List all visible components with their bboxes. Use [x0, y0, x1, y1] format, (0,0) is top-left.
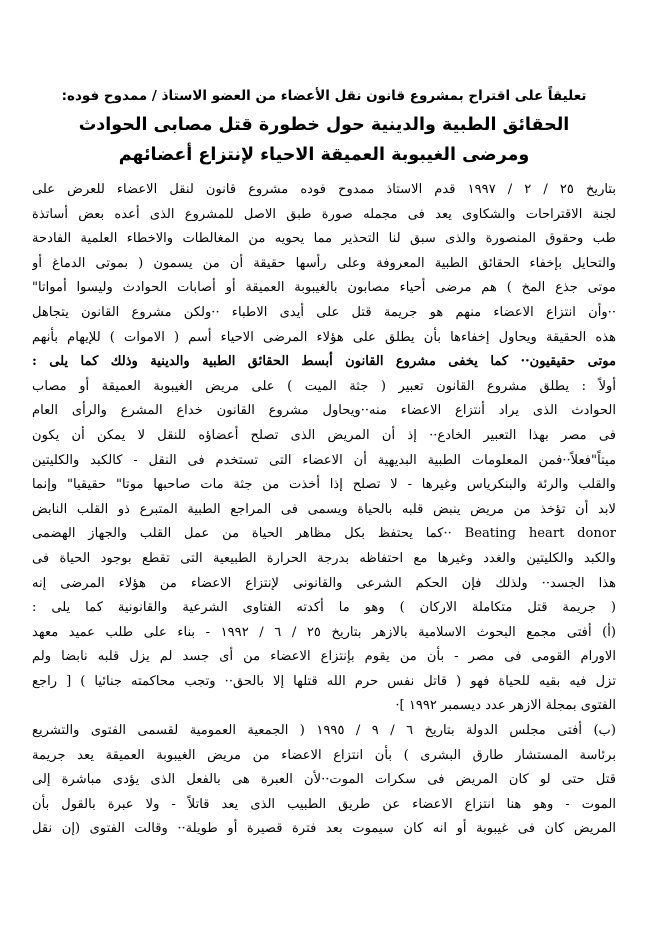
body-line: طب وحقوق المنصورة والذى سبق لنا التحذير مما يحويه من المغالطات والاخطاء العلمية الفادحة: [32, 231, 616, 247]
body-line: المريض كان فى غيبوبة أو انه كان سيموت بعد فترة قصيرة أو طويلة·· وقالت الفتوى (إن نقل: [32, 821, 616, 837]
body-line: والتحايل بإخفاء الحقائق الطبية المعروفة وعلى رأسها حقيقة أن من يسمون ( بموتى الدماغ أو: [32, 255, 616, 271]
body-line: (ب) أفتى مجلس الدولة بتاريخ ٦ / ٩ / ١٩٩٥ ( الجمعية العمومية لقسمى الفتوى والتشريع: [32, 723, 616, 739]
body-text: [32, 178, 616, 842]
title-line-1: الحقائق الطبية والدينية حول خطورة قتل مصابى الحوادث: [78, 115, 570, 135]
body-line: (أ) أفتى مجمع البحوث الاسلامية بالازهر بتاريخ ٢٥ / ٦ / ١٩٩٢ - بناء على طلب عميد معهد: [32, 624, 616, 640]
body-line: قتل حتى لو كان المريض فى سكرات الموت··لأن العبرة هى بالفعل الذى يؤدى مباشرة إلى: [32, 772, 616, 788]
body-line: ميتاً"فعلاً··فمن المعلومات الطبية البديهية أن الاعضاء التى تستخدم فى النقل - كالكبد والكليتين: [32, 452, 616, 468]
body-line: والقلب والرئة والبنكرياس وغيرها - لا تصلح إذا أخذت من جثة مات صاحبها موتا" حقيقيا" وإنما: [32, 477, 616, 493]
body-line: هذه الحقيقة ويحاول إخفاءها بأن يطلق على هؤلاء المرضى الاحياء أسم ( الاموات ) للإيهام بأنهم: [32, 329, 616, 345]
body-line: أولاً : يطلق مشروع القانون تعبير ( جثة الميت ) على مريض الغيبوبة العميقة أو مصاب: [32, 378, 616, 394]
body-line: الاورام القومى فى مصر - بأن من يقوم بإنتزاع الاعضاء من أى جسد لم يزل قلبه نابضا ولم: [32, 649, 616, 665]
body-line: هذا الجسد·· ولذلك فإن الحكم الشرعى والقانونى لإنتزاع الاعضاء من هؤلاء المرضى إنه: [32, 575, 616, 591]
body-line: والكبد والكليتين والغدد وغيرها مع احتفاظه بدرجة الحرارة الطبيعية التى تقطع بوجود الحياة فى: [32, 550, 616, 566]
intro-heading: تعليقاً على اقتراح بمشروع قانون نقل الأعضاء من العضو الاستاذ / ممدوح فوده:: [61, 88, 587, 104]
body-line: تزل فيه بقيه للحياة فهو ( قاتل نفس حرم الله قتلها إلا بالحق·· وتجب محاكمته جنائيا ) [ راجع: [32, 673, 616, 689]
body-line: فى مصر بهذا التعبير الخادع·· إذ أن المريض الذى تصلح أعضاؤه للنقل لا يمكن أن يكون: [32, 427, 616, 443]
body-line: ( جريمة قتل متكاملة الاركان ) وهو ما أكدته الفتاوى الشرعية والقانونية كما يلى :: [32, 600, 616, 616]
body-line: الحوادث الذى يراد أنتزاع الاعضاء منه··ويحاول مشروع القانون خداع المشرع والرأى العام: [32, 403, 616, 419]
body-line: لابد أن تؤخذ من مريض ينبض قلبه بالحياة ويسمى فى المراجع الطبية المتبرع ذو القلب النابض: [32, 501, 616, 517]
body-line: لجنة الاقتراحات والشكاوى يعد فى مجمله صورة طبق الاصل للمشروع الذى أعده بعض أساتذة: [32, 206, 616, 222]
body-line: موتى حقيقيون·· كما يخفى مشروع القانون أبسط الحقائق الطبية والدينية وذلك كما يلى :: [32, 354, 616, 370]
body-line: الفتوى بمجلة الازهر عدد ديسمبر ١٩٩٢ ]·: [395, 698, 616, 714]
body-line: برئاسة المستشار طارق البشرى ) بأن انتزاع الاعضاء من مريض الغيبوبة العميقة يعد جريمة: [32, 747, 616, 763]
body-line: الموت - وهو هنا انتزاع الاعضاء عن طريق الطبيب الذى يعد قاتلاً - ولا عبرة بالقول بأن: [32, 796, 616, 812]
title-line-2: ومرضى الغيبوبة العميقة الاحياء لإنتزاع أعضائهم: [118, 145, 530, 165]
body-line: ··وأن انتزاع الاعضاء منهم هو جريمة قتل على أيدى الاطباء ··ولكن مشروع القانون يتجاهل: [32, 304, 616, 320]
body-line: موتى جذع المخ ) هم مرضى أحياء مصابون بالغيبوبة العميقة أو أصابات الحوادث وليسوا أمواتا": [32, 280, 616, 296]
body-line: بتاريخ ٢٥ / ٢ / ١٩٩٧ قدم الاستاذ ممدوح فوده مشروع قانون لنقل الاعضاء للعرض على: [32, 182, 616, 197]
body-line: Beating heart donor ··كما يحتفظ بكل مظاهر الحياة من عمل القلب والجهاز الهضمى: [32, 526, 616, 542]
